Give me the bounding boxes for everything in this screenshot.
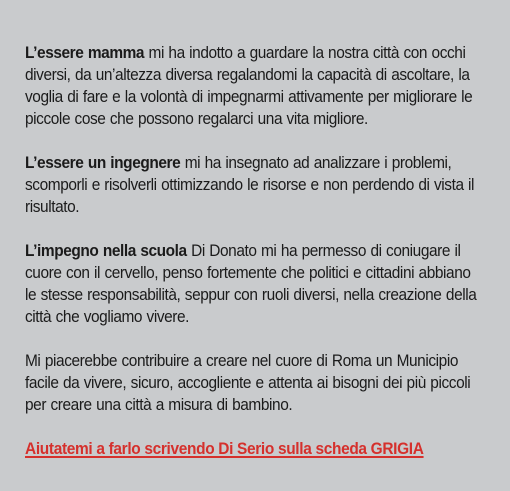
paragraph-lead: L’essere un ingegnere	[25, 153, 181, 172]
paragraph-lead: L’essere mamma	[25, 43, 145, 62]
paragraph-body: Di Donato mi ha permesso di coniugare il cuore con il cervello, penso fortemente che politici e cittadini abbiano le stesse responsabilità, seppur con ruoli diversi, nella creazione della città che vogliamo vivere.	[25, 241, 477, 326]
paragraph-scuola	[25, 240, 483, 328]
paragraph-ingegnere	[25, 152, 483, 218]
paragraph-municipio	[25, 350, 483, 416]
paragraph-body: Mi piacerebbe contribuire a creare nel cuore di Roma un Municipio facile da vivere, sicuro, accogliente e attenta ai bisogni dei più piccoli per creare una città a misura di bambino.	[25, 351, 471, 414]
paragraph-mamma	[25, 42, 483, 130]
call-to-action: Aiutatemi a farlo scrivendo Di Serio sulla scheda GRIGIA	[25, 439, 424, 458]
paragraph-body: mi ha indotto a guardare la nostra città con occhi diversi, da un’altezza diversa regalandomi la capacità di ascoltare, la voglia di fare e la volontà di impegnarmi attivamente per migliorare le piccole cose che possono regalarci una vita migliore.	[25, 43, 473, 128]
paragraph-body: mi ha insegnato ad analizzare i problemi, scomporli e risolverli ottimizzando le risorse e non perdendo di vista il risultato.	[25, 153, 475, 216]
paragraph-lead: L’impegno nella scuola	[25, 241, 187, 260]
